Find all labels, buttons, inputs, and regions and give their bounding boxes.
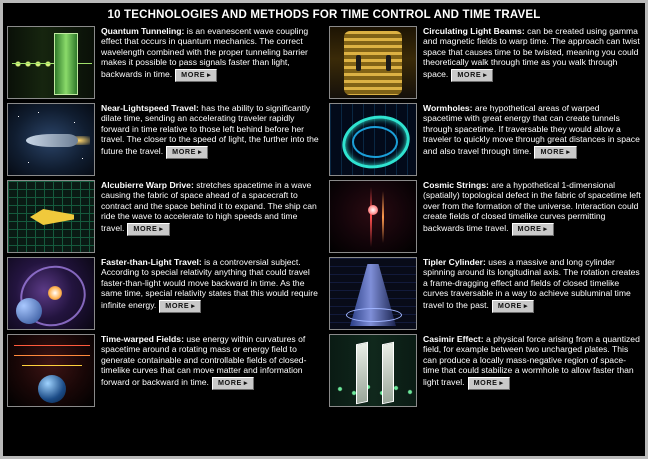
item-title: Tipler Cylinder: (423, 257, 486, 267)
casimir-effect-thumbnail (329, 334, 417, 407)
more-label: MORE (540, 146, 565, 156)
item-body: can be created using gamma and magnetic fields to warp time. The approach can twist space that causes time to be twisted, meaning you could theoretically walk through time as you walk through space. (423, 26, 640, 79)
more-label: MORE (517, 223, 542, 233)
more-label: MORE (165, 300, 190, 310)
chevron-right-icon: ▸ (243, 379, 249, 387)
list-item (7, 257, 319, 330)
item-body: use energy within curvatures of spacetime around a rotating mass or energy field to generate containable and controllable fields of closed-timelike curves that can move matter and information forward or backward in time. (101, 334, 307, 387)
item-body: are a hypothetical 1-dimensional (spatially) topological defect in the fabric of spacetime left over from the formation of the universe. Interaction could create fields of closed timelike curves permitting backwards time travel. (423, 180, 641, 233)
more-button[interactable] (175, 69, 217, 83)
more-button[interactable] (534, 146, 576, 160)
list-item (7, 180, 319, 253)
chevron-right-icon: ▸ (566, 148, 571, 156)
item-title: Wormholes: (423, 103, 473, 113)
chevron-right-icon: ▸ (159, 225, 164, 233)
list-item (329, 180, 641, 253)
list-item (329, 334, 641, 407)
more-button[interactable] (512, 223, 554, 237)
item-body: a physical force arising from a quantized field, for example between two uncharged plates. This can produce a locally mass-negative region of space-time that could stabilize a wormhole to allow faster than light travel. (423, 334, 640, 387)
item-body: stretches spacetime in a wave causing the fabric of space ahead of a spacecraft to contract and the space behind it to expand. The ship can ride the wave to accelerate to high speeds and time travel. (101, 180, 317, 233)
more-button[interactable] (166, 146, 208, 160)
item-title: Time-warped Fields: (101, 334, 184, 344)
chevron-right-icon: ▸ (483, 71, 488, 79)
near-lightspeed-travel-thumbnail (7, 103, 95, 176)
more-button[interactable] (451, 69, 493, 83)
wormholes-thumbnail (329, 103, 417, 176)
item-text (95, 103, 319, 158)
item-text (417, 180, 641, 235)
time-warped-fields-thumbnail (7, 334, 95, 407)
cosmic-strings-thumbnail (329, 180, 417, 253)
item-title: Alcubierre Warp Drive: (101, 180, 194, 190)
more-label: MORE (217, 377, 242, 387)
item-body: uses a massive and long cylinder spinning around its longitudinal axis. The rotation creates a frame-dragging effect and fields of closed timelike curves traversable in a way to achieve subluminal time travel to the past. (423, 257, 640, 310)
list-item (329, 257, 641, 330)
more-button[interactable] (212, 377, 254, 391)
item-title: Casimir Effect: (423, 334, 484, 344)
page-title: 10 TECHNOLOGIES AND METHODS FOR TIME CONTROL AND TIME TRAVEL (107, 9, 541, 21)
quantum-tunneling-thumbnail (7, 26, 95, 99)
alcubierre-warp-drive-thumbnail (7, 180, 95, 253)
content-grid (3, 26, 645, 411)
more-label: MORE (497, 300, 522, 310)
more-button[interactable] (127, 223, 169, 237)
item-text (417, 257, 641, 312)
chevron-right-icon: ▸ (198, 148, 203, 156)
more-label: MORE (473, 377, 498, 387)
item-text (417, 334, 641, 389)
chevron-right-icon: ▸ (543, 225, 548, 233)
more-label: MORE (181, 69, 206, 79)
item-text (95, 334, 319, 389)
list-item (7, 103, 319, 176)
more-button[interactable] (492, 300, 534, 314)
item-title: Circulating Light Beams: (423, 26, 525, 36)
item-title: Cosmic Strings: (423, 180, 489, 190)
chevron-right-icon: ▸ (499, 379, 504, 387)
more-button[interactable] (159, 300, 201, 314)
item-title: Faster-than-Light Travel: (101, 257, 202, 267)
item-body: are hypothetical areas of warped spacetime with great energy that can create tunnels through spacetime. If traversable they would allow a traveler to quickly move through great distances in space and also travel through time. (423, 103, 640, 156)
list-item (329, 26, 641, 99)
more-label: MORE (172, 146, 197, 156)
list-item (329, 103, 641, 176)
item-text (417, 103, 641, 158)
right-column (324, 26, 641, 411)
item-text (95, 26, 319, 81)
item-text (417, 26, 641, 81)
item-text (95, 257, 319, 312)
left-column (7, 26, 324, 411)
circulating-light-beams-thumbnail (329, 26, 417, 99)
chevron-right-icon: ▸ (207, 71, 212, 79)
item-body: is an evanescent wave coupling effect that occurs in quantum mechanics. The correct wavelength combined with the proper tunneling barrier makes it possible to pass signals faster than light, backwards in time. (101, 26, 309, 79)
faster-than-light-travel-thumbnail (7, 257, 95, 330)
chevron-right-icon: ▸ (191, 302, 196, 310)
item-title: Near-Lightspeed Travel: (101, 103, 199, 113)
list-item (7, 334, 319, 407)
item-title: Quantum Tunneling: (101, 26, 185, 36)
chevron-right-icon: ▸ (523, 302, 529, 310)
more-label: MORE (457, 69, 482, 79)
tipler-cylinder-thumbnail (329, 257, 417, 330)
more-label: MORE (133, 223, 158, 233)
item-body: has the ability to significantly dilate time, sending an accelerating traveler rapidly forward in time relative to those left behind before her travel. The closer to the speed of light, the further into the future the travel. (101, 103, 319, 156)
item-text (95, 180, 319, 235)
item-body: is a controversial subject. According to special relativity anything that could travel faster-than-light would move backward in time. As the same time, special relativity states that this would require infinite energy. (101, 257, 318, 310)
more-button[interactable] (468, 377, 510, 391)
list-item (7, 26, 319, 99)
